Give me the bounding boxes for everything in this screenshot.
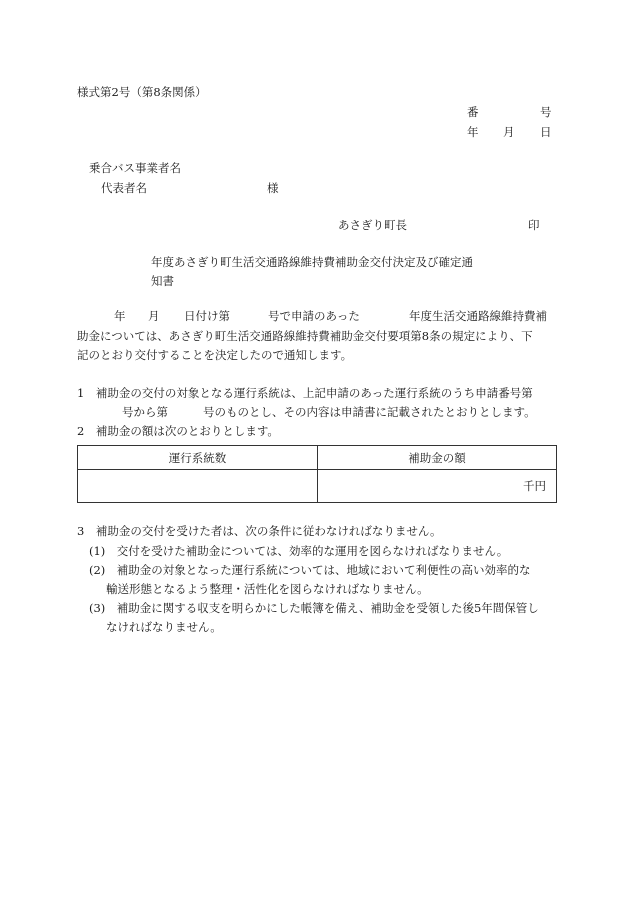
intro-year: 年: [114, 309, 126, 323]
intro-fiscal: 年度生活交通路線維持費補: [409, 309, 547, 323]
subsidy-amount-header: 補助金の額: [318, 446, 557, 470]
unit-label: 千円: [523, 479, 546, 493]
intro-line2: 助金については、あさぎり町生活交通路線維持費補助金交付要項第8条の規定により、下: [77, 329, 533, 343]
intro-application: 号で申請のあった: [268, 309, 360, 323]
seal-mark: 印: [528, 218, 540, 232]
route-count-cell: [78, 470, 318, 503]
condition-1: (1) 交付を受けた補助金については、効率的な運用を図らなければなりません。: [89, 544, 509, 558]
intro-month: 月: [148, 309, 160, 323]
route-count-header: 運行系統数: [78, 446, 318, 470]
date-year: 年: [467, 125, 479, 139]
item1-line2b: 号のものとし、その内容は申請書に記載されたとおりとします。: [203, 405, 536, 419]
sender-title: あさぎり町長: [338, 218, 407, 232]
company-label: 乗合バス事業者名: [89, 161, 181, 175]
document-number-suffix: 号: [540, 105, 552, 119]
item1-line1: 1 補助金の交付の対象となる運行系統は、上記申請のあった運行系統のうち申請番号第: [77, 386, 533, 400]
condition-2-line1: (2) 補助金の対象となった運行系統については、地域において利便性の高い効率的な: [89, 563, 531, 577]
intro-dated: 日付け第: [184, 309, 230, 323]
item2-text: 2 補助金の額は次のとおりとします。: [77, 424, 279, 438]
honorific: 様: [267, 181, 279, 195]
condition-2-line2: 輸送形態となるよう整理・活性化を図らなければなりません。: [106, 582, 429, 596]
condition-3-line2: なければなりません。: [106, 620, 222, 634]
form-number-label: 様式第2号（第8条関係）: [77, 85, 207, 99]
table-header-row: [78, 446, 557, 470]
table-row: [78, 470, 557, 503]
item3-heading: 3 補助金の交付を受けた者は、次の条件に従わなければなりません。: [77, 524, 442, 538]
date-month: 月: [503, 125, 515, 139]
date-day: 日: [540, 125, 552, 139]
subsidy-amount-cell: [318, 470, 557, 503]
item1-line2a: 号から第: [122, 405, 168, 419]
subsidy-amount-table: [77, 445, 557, 503]
intro-line3: 記のとおり交付することを決定したので通知します。: [77, 348, 353, 362]
condition-3-line1: (3) 補助金に関する収支を明らかにした帳簿を備え、補助金を受領した後5年間保管し: [89, 601, 539, 615]
document-title-line1: 年度あさぎり町生活交通路線維持費補助金交付決定及び確定通: [151, 255, 473, 269]
document-number-prefix: 番: [467, 105, 479, 119]
document-title-line2: 知書: [151, 274, 174, 288]
representative-label: 代表者名: [101, 181, 147, 195]
